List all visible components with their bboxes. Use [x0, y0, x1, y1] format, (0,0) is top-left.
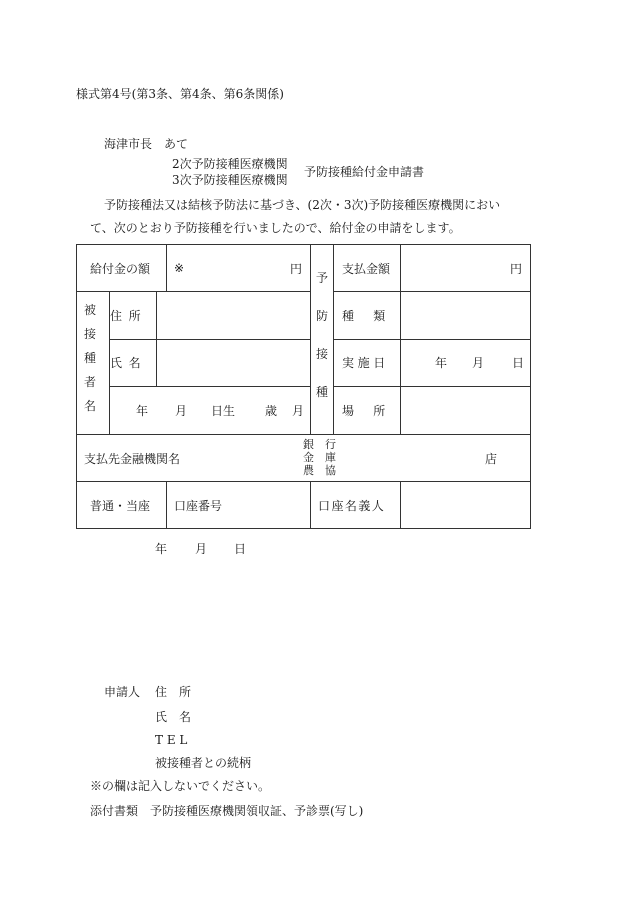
- applicant-tel-label: T E L: [155, 733, 188, 747]
- age-month-unit: 月: [292, 404, 305, 418]
- institution-line2: 3次予防接種医療機関: [172, 173, 288, 187]
- name-field[interactable]: [157, 339, 309, 386]
- applicant-address-label: 住 所: [155, 685, 192, 699]
- bank-type-shinkin: 金 庫: [303, 451, 336, 464]
- account-number-field[interactable]: [230, 482, 309, 529]
- name-label: 氏名: [110, 356, 148, 370]
- application-year-unit: 年: [155, 542, 168, 556]
- birth-month-unit: 月: [175, 404, 188, 418]
- addressee: 海津市長 あて: [104, 137, 189, 151]
- intro-line1: 予防接種法又は結核予防法に基づき、(2次・3次)予防接種医療機関におい: [104, 198, 501, 212]
- recipient-label: 被 接 種 者 名: [83, 303, 96, 413]
- date-year-unit: 年: [435, 356, 448, 370]
- bank-type-bank: 銀 行: [303, 438, 336, 451]
- age-year-unit: 歳: [265, 404, 278, 418]
- birth-year-unit: 年: [136, 404, 149, 418]
- benefit-yen: 円: [290, 262, 303, 276]
- place-field[interactable]: [401, 387, 530, 434]
- institution-line1: 2次予防接種医療機関: [172, 157, 288, 171]
- benefit-amount-label: 給付金の額: [90, 262, 151, 276]
- date-month-unit: 月: [472, 356, 485, 370]
- date-day-unit: 日: [512, 356, 525, 370]
- bank-type-nokyo: 農 協: [303, 464, 336, 477]
- place-label: 場所: [342, 404, 405, 418]
- form-number: 様式第4号(第3条、第4条、第6条関係): [76, 87, 284, 101]
- account-holder-field[interactable]: [401, 482, 530, 529]
- branch-name-field[interactable]: [360, 434, 480, 481]
- vaccination-label: 予 防 接 種: [315, 271, 328, 399]
- note: ※の欄は記入しないでください。: [90, 779, 271, 793]
- benefit-amount-mark: ※: [174, 261, 185, 275]
- type-field[interactable]: [401, 292, 530, 339]
- account-holder-label: 口座名義人: [318, 499, 386, 513]
- applicant-label: 申請人: [104, 685, 141, 699]
- account-type[interactable]: 普通・当座: [90, 499, 151, 513]
- attachments: 添付書類 予防接種医療機関領収証、予診票(写し): [90, 804, 364, 818]
- application-month-unit: 月: [195, 542, 208, 556]
- applicant-relation-label: 被接種者との続柄: [155, 756, 252, 770]
- branch-unit: 店: [485, 452, 498, 466]
- birth-day-unit: 日生: [211, 404, 236, 418]
- account-number-label: 口座番号: [174, 499, 223, 513]
- applicant-name-label: 氏 名: [155, 710, 192, 724]
- date-label: 実施日: [342, 356, 389, 370]
- form-title: 予防接種給付金申請書: [304, 165, 425, 179]
- bank-label: 支払先金融機関名: [84, 452, 181, 466]
- application-day-unit: 日: [234, 542, 247, 556]
- benefit-amount-field[interactable]: [166, 244, 310, 292]
- address-label: 住所: [110, 309, 148, 323]
- paid-yen: 円: [510, 262, 523, 276]
- paid-amount-label: 支払金額: [342, 262, 391, 276]
- address-field[interactable]: [157, 292, 309, 339]
- intro-line2: て、次のとおり予防接種を行いましたので、給付金の申請をします。: [90, 221, 461, 235]
- type-label: 種類: [342, 309, 405, 323]
- bank-name-field[interactable]: [190, 434, 300, 481]
